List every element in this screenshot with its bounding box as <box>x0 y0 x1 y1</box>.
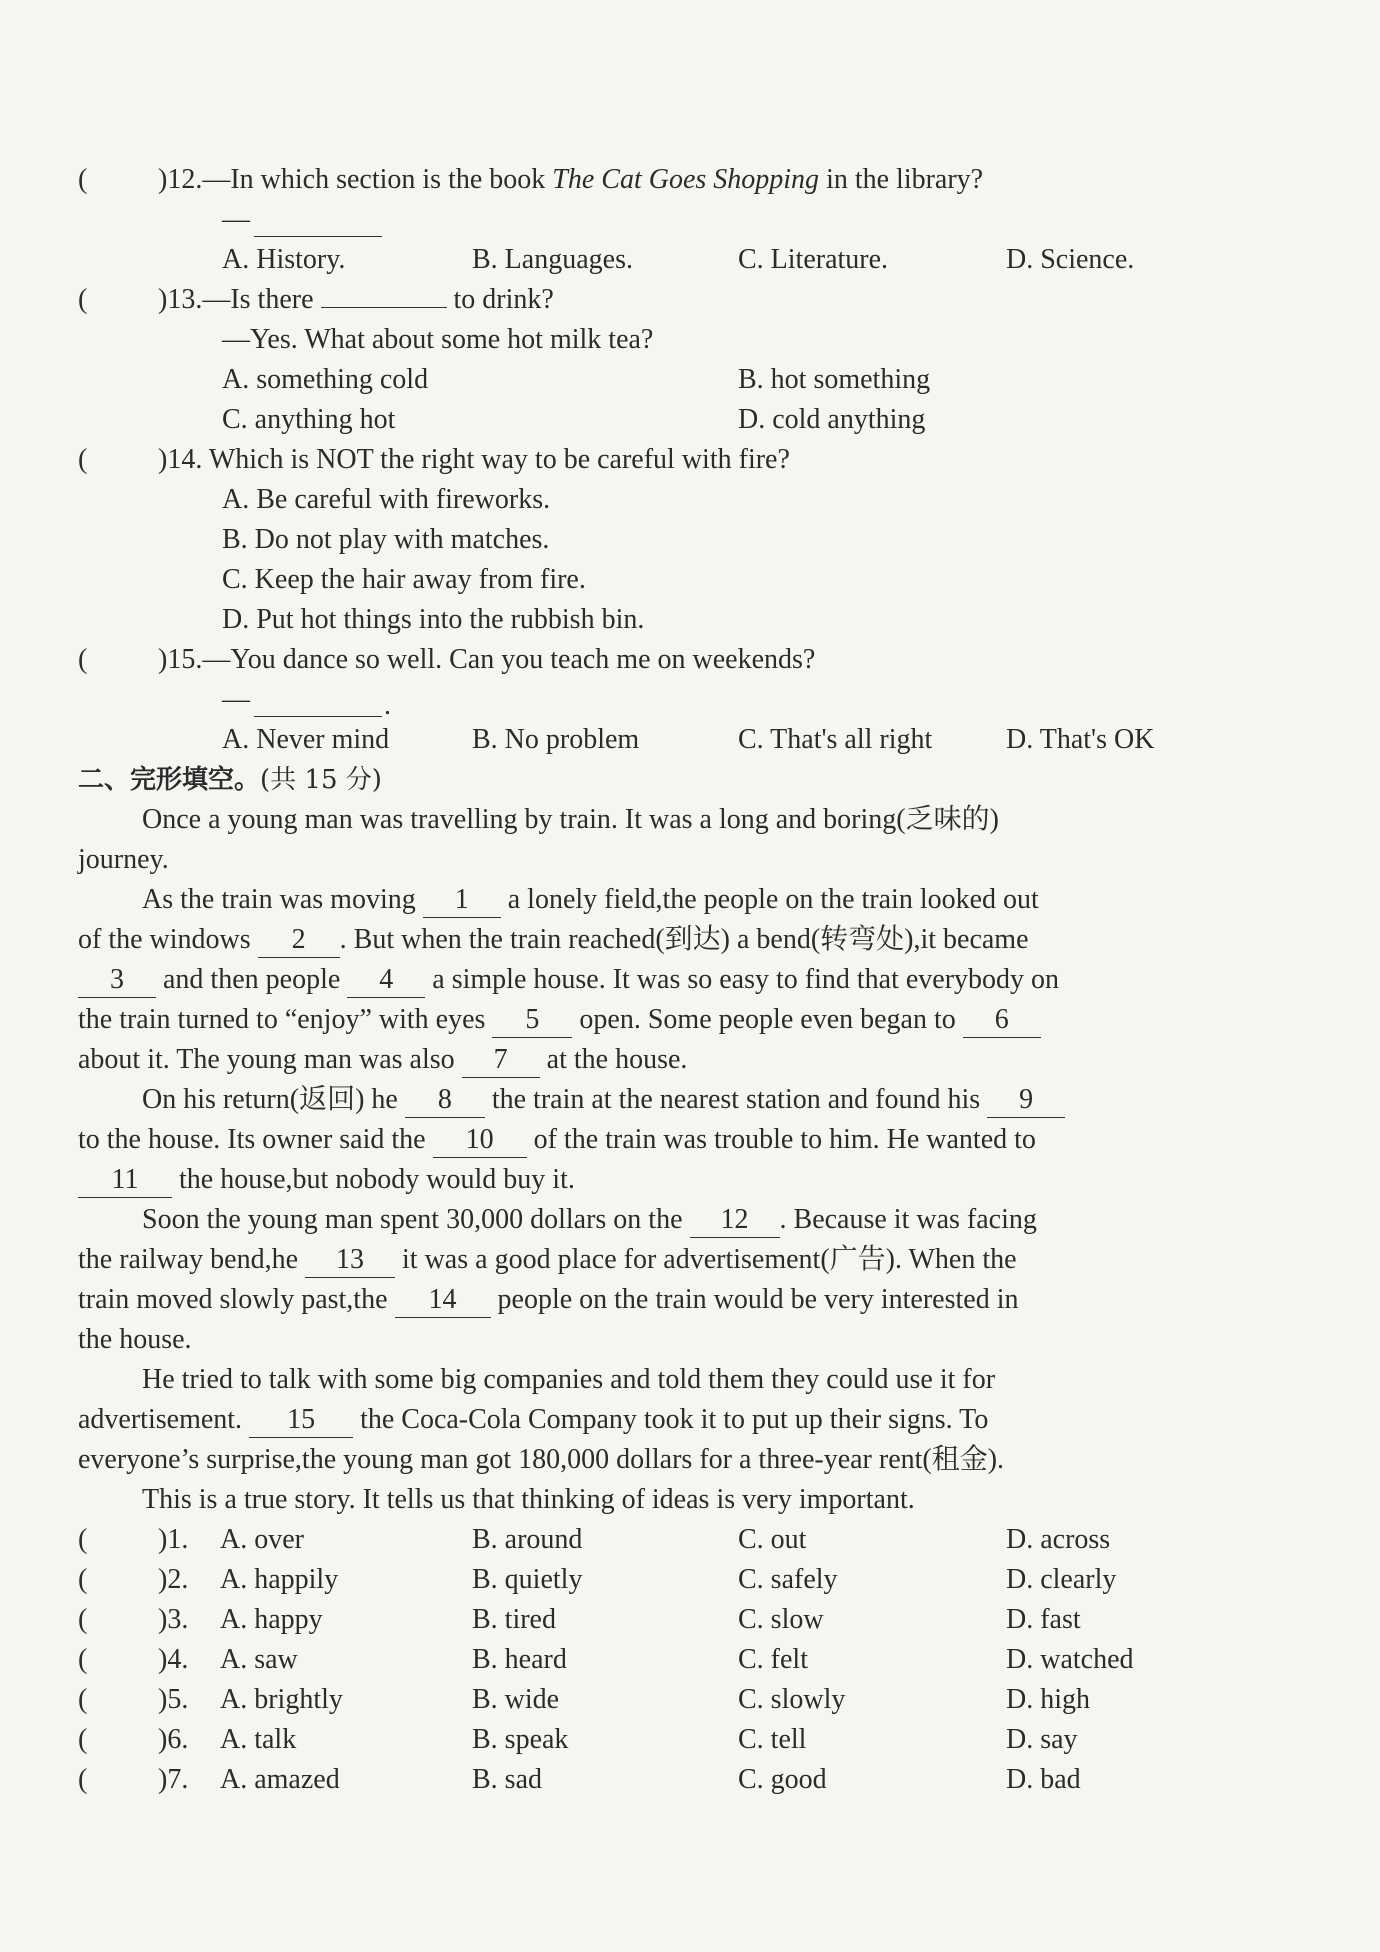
cloze-option-c[interactable]: C. slow <box>738 1604 824 1635</box>
answer-paren: ( <box>78 1764 88 1795</box>
answer-blank[interactable] <box>254 716 382 717</box>
passage-line: about it. The young man was also 7 at the house. <box>78 1040 687 1080</box>
question-12-option-d[interactable]: D. Science. <box>1006 244 1135 275</box>
passage-line: the railway bend,he 13 it was a good place for advertisement(广告). When the <box>78 1240 1017 1280</box>
cloze-option-c[interactable]: C. felt <box>738 1644 808 1675</box>
cloze-question-number: )6. <box>158 1724 189 1755</box>
cloze-blank[interactable]: 12 <box>690 1203 780 1238</box>
cloze-blank[interactable]: 5 <box>492 1003 572 1038</box>
question-14-option-d[interactable]: D. Put hot things into the rubbish bin. <box>222 604 645 635</box>
answer-dash: — <box>222 684 250 715</box>
cloze-blank[interactable]: 13 <box>305 1243 395 1278</box>
cloze-blank[interactable]: 11 <box>78 1163 172 1198</box>
question-number: )15. <box>158 644 203 675</box>
cloze-option-c[interactable]: C. slowly <box>738 1684 846 1715</box>
question-14-stem: )14. Which is NOT the right way to be careful with fire? <box>158 444 790 475</box>
cloze-option-a[interactable]: A. talk <box>220 1724 297 1755</box>
cloze-blank[interactable]: 3 <box>78 963 156 998</box>
answer-blank[interactable] <box>321 307 447 308</box>
cloze-option-c[interactable]: C. tell <box>738 1724 807 1755</box>
cloze-option-d[interactable]: D. across <box>1006 1524 1111 1555</box>
book-title: The Cat Goes Shopping <box>552 164 820 195</box>
answer-blank[interactable] <box>254 236 382 237</box>
passage-line: everyone’s surprise,the young man got 180,000 dollars for a three-year rent(租金). <box>78 1444 1005 1475</box>
cloze-option-d[interactable]: D. say <box>1006 1724 1078 1755</box>
answer-paren: ( <box>78 644 88 675</box>
cloze-option-b[interactable]: B. heard <box>472 1644 567 1675</box>
question-13-option-c[interactable]: C. anything hot <box>222 404 396 435</box>
question-14-option-c[interactable]: C. Keep the hair away from fire. <box>222 564 586 595</box>
question-13-stem: )13.—Is there to drink? <box>158 284 554 315</box>
cloze-question-number: )2. <box>158 1564 189 1595</box>
passage-line: the house. <box>78 1324 192 1355</box>
question-14-option-b[interactable]: B. Do not play with matches. <box>222 524 550 555</box>
question-13-option-b[interactable]: B. hot something <box>738 364 931 395</box>
cloze-option-d[interactable]: D. clearly <box>1006 1564 1117 1595</box>
question-12-option-b[interactable]: B. Languages. <box>472 244 633 275</box>
passage-line: of the windows 2 . But when the train reached(到达) a bend(转弯处),it became <box>78 920 1029 960</box>
answer-paren: ( <box>78 1684 88 1715</box>
cloze-option-b[interactable]: B. sad <box>472 1764 542 1795</box>
question-number: )14. <box>158 444 203 475</box>
question-13-option-a[interactable]: A. something cold <box>222 364 429 395</box>
question-15-option-d[interactable]: D. That's OK <box>1006 724 1155 755</box>
answer-paren: ( <box>78 1644 88 1675</box>
question-15-option-b[interactable]: B. No problem <box>472 724 640 755</box>
cloze-option-b[interactable]: B. tired <box>472 1604 556 1635</box>
cloze-question-number: )1. <box>158 1524 189 1555</box>
cloze-option-a[interactable]: A. over <box>220 1524 304 1555</box>
question-13-option-d[interactable]: D. cold anything <box>738 404 926 435</box>
cloze-question-number: )4. <box>158 1644 189 1675</box>
cloze-blank[interactable]: 2 <box>258 923 340 958</box>
cloze-option-a[interactable]: A. saw <box>220 1644 298 1675</box>
passage-line: Once a young man was travelling by train. It was a long and boring(乏味的) <box>142 804 999 835</box>
cloze-blank[interactable]: 14 <box>395 1283 491 1318</box>
cloze-option-d[interactable]: D. bad <box>1006 1764 1081 1795</box>
cloze-blank[interactable]: 9 <box>987 1083 1065 1118</box>
question-15-stem: )15.—You dance so well. Can you teach me on weekends? <box>158 644 816 675</box>
cloze-option-d[interactable]: D. fast <box>1006 1604 1081 1635</box>
answer-paren: ( <box>78 1724 88 1755</box>
passage-line: the train turned to “enjoy” with eyes 5 open. Some people even began to 6 <box>78 1000 1041 1040</box>
passage-line: advertisement. 15 the Coca-Cola Company took it to put up their signs. To <box>78 1400 988 1440</box>
passage-line: journey. <box>78 844 169 875</box>
answer-period: . <box>384 690 391 721</box>
cloze-option-a[interactable]: A. happily <box>220 1564 339 1595</box>
cloze-option-d[interactable]: D. watched <box>1006 1644 1134 1675</box>
cloze-question-number: )3. <box>158 1604 189 1635</box>
passage-line: As the train was moving 1 a lonely field,the people on the train looked out <box>142 880 1039 920</box>
answer-paren: ( <box>78 1604 88 1635</box>
cloze-option-c[interactable]: C. good <box>738 1764 827 1795</box>
question-15-option-c[interactable]: C. That's all right <box>738 724 933 755</box>
cloze-question-number: )7. <box>158 1764 189 1795</box>
cloze-question-number: )5. <box>158 1684 189 1715</box>
question-13-reply: —Yes. What about some hot milk tea? <box>222 324 654 355</box>
passage-line: This is a true story. It tells us that thinking of ideas is very important. <box>142 1484 915 1515</box>
passage-line: On his return(返回) he 8 the train at the nearest station and found his 9 <box>142 1080 1065 1120</box>
cloze-blank[interactable]: 4 <box>347 963 425 998</box>
cloze-option-d[interactable]: D. high <box>1006 1684 1090 1715</box>
answer-paren: ( <box>78 284 88 315</box>
cloze-option-c[interactable]: C. out <box>738 1524 807 1555</box>
answer-paren: ( <box>78 1564 88 1595</box>
cloze-blank[interactable]: 7 <box>462 1043 540 1078</box>
question-14-option-a[interactable]: A. Be careful with fireworks. <box>222 484 551 515</box>
passage-line: 3 and then people 4 a simple house. It was so easy to find that everybody on <box>78 960 1059 1000</box>
answer-paren: ( <box>78 444 88 475</box>
question-12-stem: )12.—In which section is the book The Cat Goes Shopping in the library? <box>158 164 984 195</box>
cloze-blank[interactable]: 6 <box>963 1003 1041 1038</box>
cloze-blank[interactable]: 15 <box>249 1403 353 1438</box>
question-15-option-a[interactable]: A. Never mind <box>222 724 390 755</box>
question-number: )13. <box>158 284 203 315</box>
passage-line: Soon the young man spent 30,000 dollars on the 12 . Because it was facing <box>142 1200 1037 1240</box>
question-12-option-c[interactable]: C. Literature. <box>738 244 889 275</box>
answer-dash: — <box>222 204 250 235</box>
cloze-blank[interactable]: 8 <box>405 1083 485 1118</box>
question-number: )12. <box>158 164 203 195</box>
answer-paren: ( <box>78 164 88 195</box>
cloze-option-b[interactable]: B. around <box>472 1524 583 1555</box>
cloze-option-a[interactable]: A. amazed <box>220 1764 340 1795</box>
passage-line: train moved slowly past,the 14 people on the train would be very interested in <box>78 1280 1018 1320</box>
passage-line: 11 the house,but nobody would buy it. <box>78 1160 575 1200</box>
section-score: (共 15 分) <box>260 765 382 795</box>
cloze-blank[interactable]: 1 <box>423 883 501 918</box>
passage-line: He tried to talk with some big companies and told them they could use it for <box>142 1364 996 1395</box>
cloze-option-a[interactable]: A. brightly <box>220 1684 343 1715</box>
section-heading: 二、完形填空。(共 15 分) <box>78 765 382 795</box>
answer-paren: ( <box>78 1524 88 1555</box>
cloze-blank[interactable]: 10 <box>433 1123 527 1158</box>
cloze-option-c[interactable]: C. safely <box>738 1564 838 1595</box>
cloze-option-b[interactable]: B. wide <box>472 1684 560 1715</box>
cloze-option-a[interactable]: A. happy <box>220 1604 323 1635</box>
cloze-option-b[interactable]: B. speak <box>472 1724 569 1755</box>
question-12-option-a[interactable]: A. History. <box>222 244 346 275</box>
cloze-option-b[interactable]: B. quietly <box>472 1564 583 1595</box>
passage-line: to the house. Its owner said the 10 of the train was trouble to him. He wanted to <box>78 1120 1036 1160</box>
